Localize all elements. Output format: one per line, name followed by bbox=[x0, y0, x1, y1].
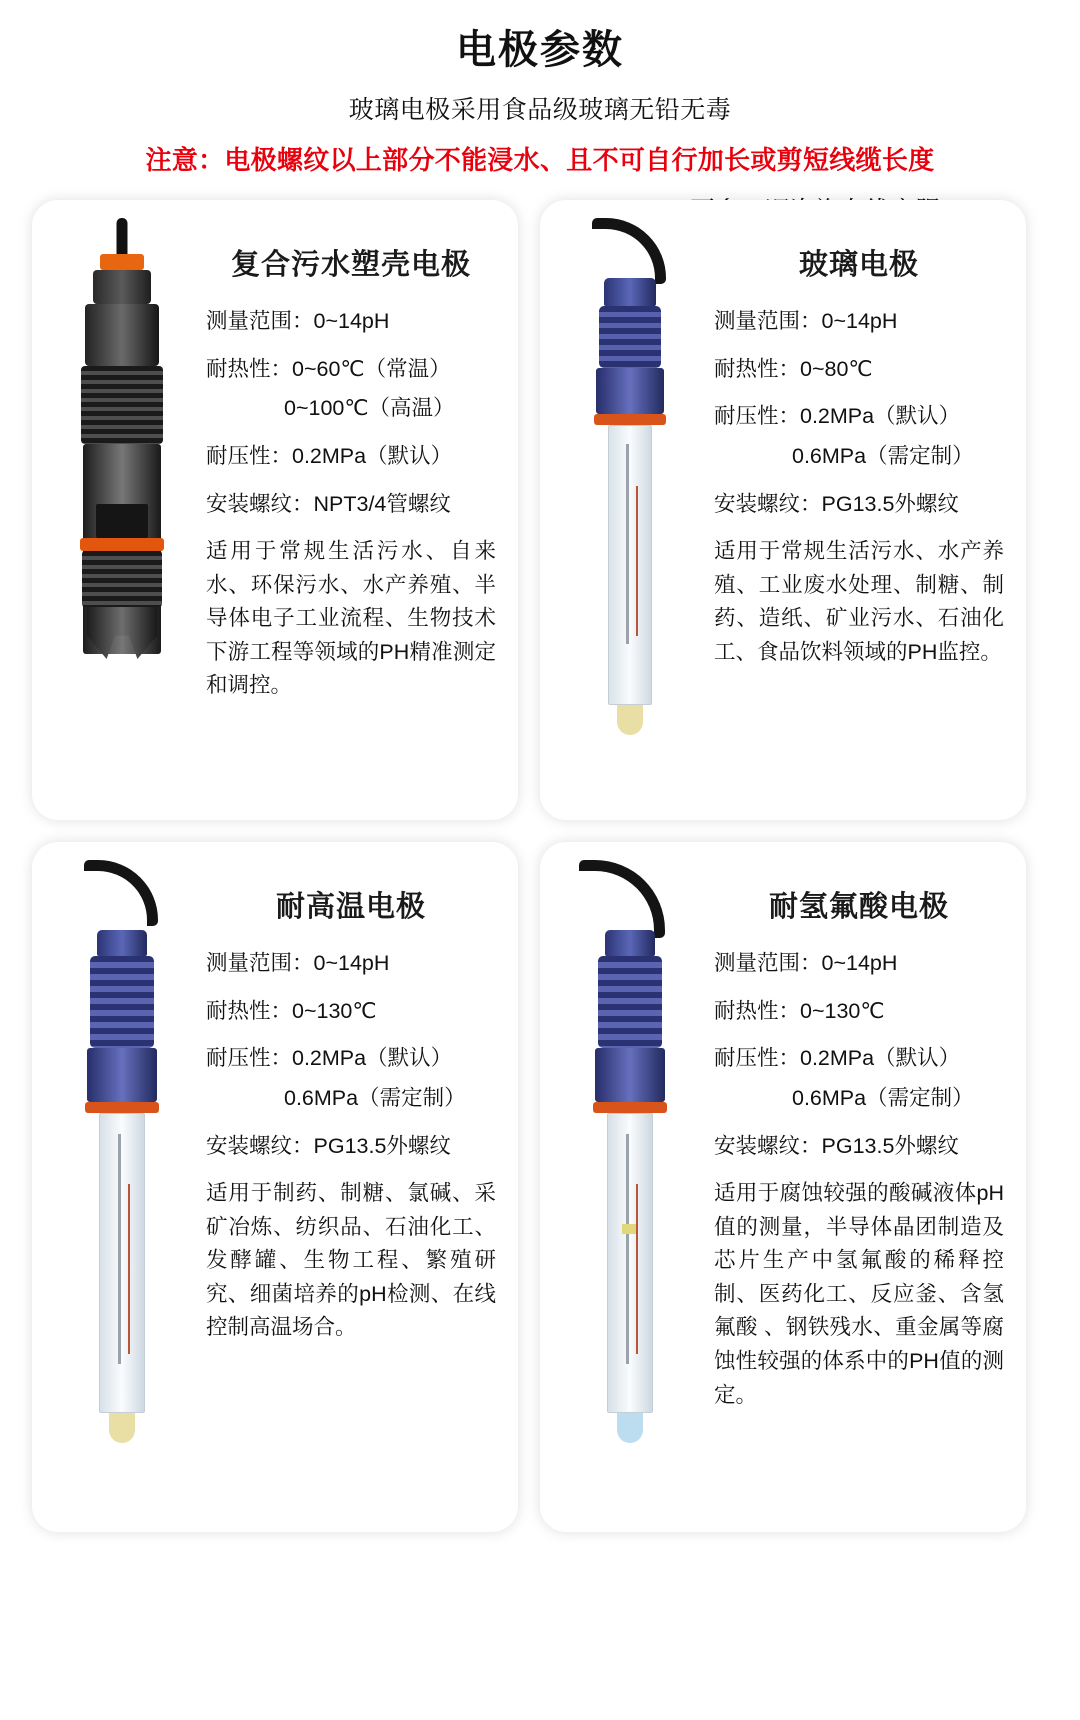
page-header bbox=[0, 0, 1080, 227]
card-title: 复合污水塑壳电极 bbox=[230, 249, 471, 281]
spec-range: 测量范围：0~14pH bbox=[206, 951, 390, 975]
page-subtitle: 玻璃电极采用食品级玻璃无铅无毒 bbox=[348, 96, 732, 124]
spec-heat: 耐热性：0~80℃ bbox=[714, 356, 873, 381]
spec-range: 测量范围：0~14pH bbox=[714, 951, 898, 975]
hf-probe-illustration bbox=[588, 930, 672, 1443]
spec-range: 测量范围：0~14pH bbox=[714, 309, 898, 333]
probe-image-hf-resistant bbox=[550, 860, 710, 1514]
probe-image-high-temp bbox=[42, 860, 202, 1514]
card-title: 耐高温电极 bbox=[275, 891, 426, 923]
spec-thread: 安装螺纹：PG13.5外螺纹 bbox=[714, 491, 959, 516]
spec-range: 测量范围：0~14pH bbox=[206, 309, 390, 333]
spec-pressure: 耐压性：0.2MPa（默认） bbox=[714, 1046, 961, 1071]
spec-pressure-2: 0.6MPa（需定制） bbox=[284, 1086, 466, 1111]
product-card-hf-resistant bbox=[540, 842, 1026, 1532]
page-title: 电极参数 bbox=[456, 28, 624, 72]
card-description: 适用于腐蚀较强的酸碱液体pH值的测量，半导体晶团制造及芯片生产中氢氟酸的稀释控制、医药化工、反应釜、含氢氟酸 、钢铁残水、重金属等腐蚀性较强的体系中的PH值的测定。 bbox=[714, 1181, 1004, 1407]
spec-heat: 耐热性：0~130℃ bbox=[206, 998, 377, 1023]
high-temp-probe-illustration bbox=[80, 930, 164, 1443]
warning-note: 注意：电极螺纹以上部分不能浸水、且不可自行加长或剪短线缆长度 bbox=[145, 145, 935, 175]
product-card-glass bbox=[540, 200, 1026, 820]
spec-pressure: 耐压性：0.2MPa（默认） bbox=[206, 444, 453, 469]
spec-pressure-2: 0.6MPa（需定制） bbox=[792, 444, 974, 469]
card-text-composite-plastic bbox=[202, 218, 504, 802]
card-title: 玻璃电极 bbox=[798, 249, 919, 281]
cable-icon bbox=[579, 860, 665, 938]
black-plastic-probe-illustration bbox=[79, 254, 165, 809]
spec-heat: 耐热性：0~130℃ bbox=[714, 998, 885, 1023]
spec-heat-2: 0~100℃（高温） bbox=[284, 396, 455, 421]
spec-pressure: 耐压性：0.2MPa（默认） bbox=[206, 1046, 453, 1071]
spec-pressure: 耐压性：0.2MPa（默认） bbox=[714, 404, 961, 429]
glass-probe-illustration bbox=[588, 278, 672, 735]
card-text-hf-resistant bbox=[710, 860, 1012, 1514]
spec-thread: 安装螺纹：PG13.5外螺纹 bbox=[206, 1133, 451, 1158]
spec-heat: 耐热性：0~60℃（常温） bbox=[206, 356, 451, 381]
spec-pressure-2: 0.6MPa（需定制） bbox=[792, 1086, 974, 1111]
card-description: 适用于常规生活污水、自来水、环保污水、水产养殖、半导体电子工业流程、生物技术下游工程等领域的PH精准测定和调控。 bbox=[206, 539, 496, 698]
product-card-composite-plastic bbox=[32, 200, 518, 820]
cable-icon bbox=[592, 218, 666, 284]
card-description: 适用于制药、制糖、氯碱、采矿冶炼、纺织品、石油化工、发酵罐、生物工程、繁殖研究、细菌培养的pH检测、在线控制高温场合。 bbox=[206, 1181, 496, 1340]
product-card-high-temp bbox=[32, 842, 518, 1532]
card-text-high-temp bbox=[202, 860, 504, 1514]
card-description: 适用于常规生活污水、水产养殖、工业废水处理、制糖、制药、造纸、矿业污水、石油化工、食品饮料领域的PH监控。 bbox=[714, 539, 1004, 664]
card-text-glass bbox=[710, 218, 1012, 802]
probe-image-composite-plastic bbox=[42, 218, 202, 802]
product-card-grid bbox=[0, 200, 1080, 1532]
cable-icon bbox=[84, 860, 158, 926]
spec-thread: 安装螺纹：NPT3/4管螺纹 bbox=[206, 491, 451, 516]
probe-image-glass bbox=[550, 218, 710, 802]
card-title: 耐氢氟酸电极 bbox=[768, 891, 949, 923]
spec-thread: 安装螺纹：PG13.5外螺纹 bbox=[714, 1133, 959, 1158]
